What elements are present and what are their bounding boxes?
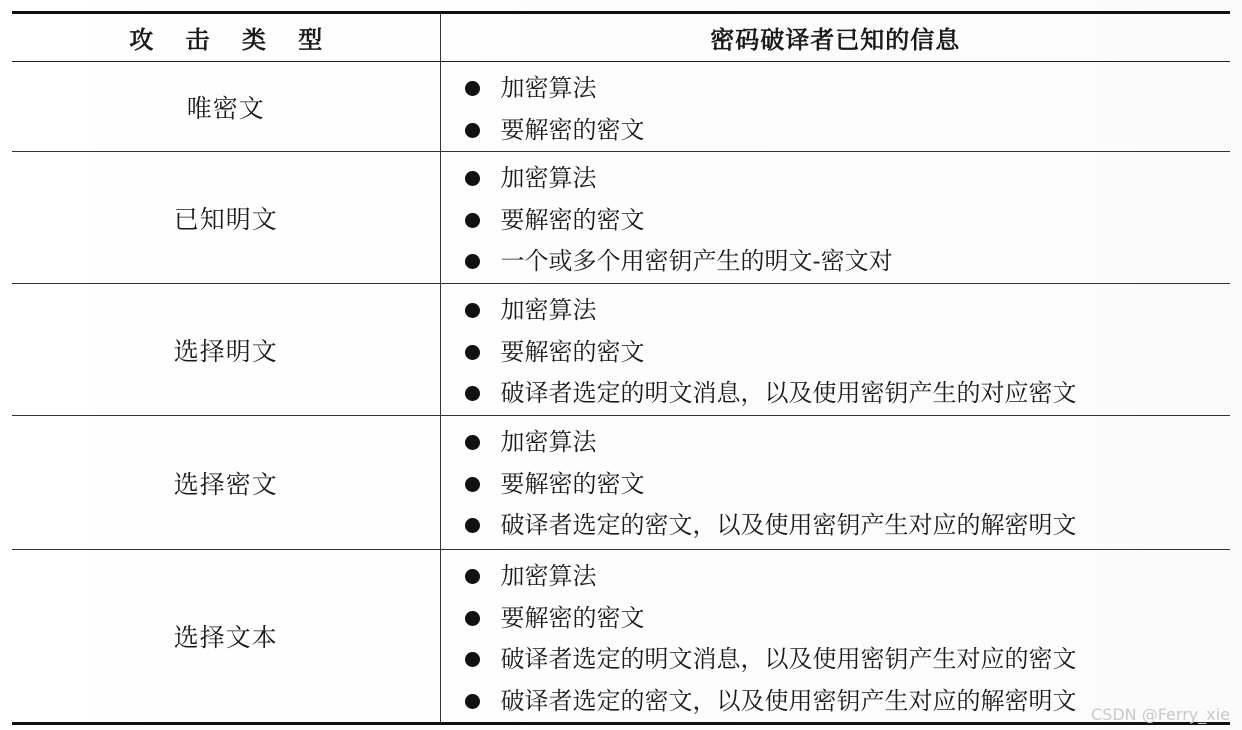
table-row	[12, 152, 1230, 284]
list-item-text: 要解密的密文	[500, 469, 645, 498]
known-info-list	[441, 284, 1231, 415]
bullet-dot-icon	[465, 611, 480, 626]
attack-type-cell: 已知明文	[12, 152, 440, 284]
list-item-text: 破译者选定的密文，以及使用密钥产生对应的解密明文	[500, 686, 1077, 715]
bullet-dot-icon	[465, 81, 480, 96]
bullet-dot-icon	[465, 213, 480, 228]
list-item	[441, 422, 1231, 464]
list-item-text: 加密算法	[500, 164, 597, 192]
list-item	[441, 556, 1231, 598]
list-item-text: 要解密的密文	[500, 205, 645, 234]
list-item	[441, 290, 1231, 332]
list-item	[441, 200, 1231, 242]
list-item-text: 破译者选定的密文，以及使用密钥产生对应的解密明文	[500, 511, 1077, 539]
table-row	[12, 62, 1230, 152]
bullet-dot-icon	[465, 254, 480, 269]
list-item-text: 破译者选定的明文消息，以及使用密钥产生对应的密文	[500, 645, 1077, 673]
bullet-dot-icon	[465, 435, 480, 450]
attack-type-cell: 选择文本	[12, 550, 440, 724]
list-item	[441, 241, 1231, 283]
list-item	[441, 373, 1231, 415]
known-info-cell	[440, 152, 1230, 284]
known-info-cell	[440, 62, 1230, 152]
bullet-dot-icon	[465, 386, 480, 401]
attack-type-cell: 选择明文	[12, 284, 440, 416]
table-row	[12, 284, 1230, 416]
list-item-text: 加密算法	[500, 74, 597, 102]
header-known-info: 密码破译者已知的信息	[440, 13, 1230, 62]
list-item	[441, 639, 1231, 681]
attack-type-cell: 唯密文	[12, 62, 440, 152]
bullet-dot-icon	[465, 123, 480, 138]
table-header-row	[12, 13, 1230, 62]
list-item-text: 加密算法	[500, 562, 597, 590]
bullet-dot-icon	[465, 303, 480, 318]
bullet-dot-icon	[465, 694, 480, 709]
list-item	[441, 464, 1231, 506]
attack-type-cell: 选择密文	[12, 416, 440, 550]
list-item	[441, 598, 1231, 640]
known-info-list	[441, 550, 1231, 722]
attack-types-table	[12, 11, 1230, 725]
list-item-text: 要解密的密文	[500, 115, 645, 144]
known-info-list	[441, 152, 1231, 283]
list-item-text: 一个或多个用密钥产生的明文-密文对	[500, 247, 893, 275]
list-item-text: 破译者选定的明文消息，以及使用密钥产生的对应密文	[500, 379, 1077, 407]
list-item	[441, 505, 1231, 547]
bullet-dot-icon	[465, 652, 480, 667]
known-info-list	[441, 416, 1231, 547]
known-info-cell	[440, 550, 1230, 724]
header-attack-type: 攻 击 类 型	[12, 13, 440, 62]
list-item-text: 加密算法	[500, 296, 597, 324]
bullet-dot-icon	[465, 518, 480, 533]
bullet-dot-icon	[465, 171, 480, 186]
watermark: CSDN @Ferry_xie	[1091, 705, 1230, 724]
known-info-cell	[440, 284, 1230, 416]
table-row	[12, 550, 1230, 724]
list-item	[441, 332, 1231, 374]
list-item-text: 要解密的密文	[500, 337, 645, 366]
bullet-dot-icon	[465, 345, 480, 360]
bullet-dot-icon	[465, 569, 480, 584]
bullet-dot-icon	[465, 477, 480, 492]
list-item-text: 要解密的密文	[500, 603, 645, 632]
list-item-text: 加密算法	[500, 428, 597, 456]
table-row	[12, 416, 1230, 550]
known-info-list	[441, 62, 1231, 151]
list-item	[441, 110, 1231, 152]
list-item	[441, 68, 1231, 110]
list-item	[441, 158, 1231, 200]
known-info-cell	[440, 416, 1230, 550]
